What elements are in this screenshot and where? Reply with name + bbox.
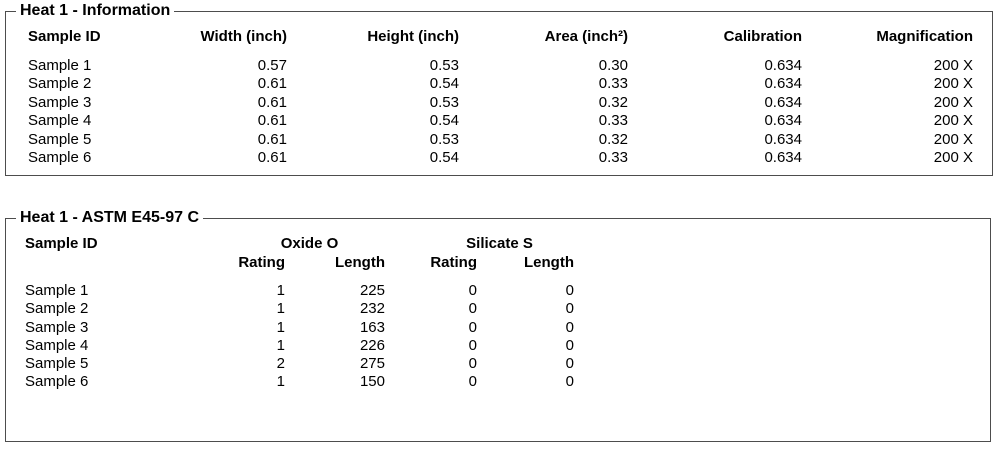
value-cell: 0.634 (764, 93, 802, 111)
value-cell: 200 X (933, 130, 973, 148)
group-header-silicate: Silicate S (466, 235, 533, 252)
filler-cell (973, 75, 992, 93)
sample-id-cell: Sample 4 (25, 336, 89, 354)
value-cell: 0 (468, 336, 477, 354)
value-cell: 0 (565, 336, 575, 354)
filler-cell (973, 28, 992, 57)
value-cell: 0 (468, 355, 477, 373)
col-header-silicate-length: Length (524, 253, 575, 271)
filler-cell (973, 94, 992, 112)
table-row (6, 112, 992, 130)
value-cell: 226 (359, 336, 385, 354)
value-cell: 1 (276, 300, 285, 318)
value-cell: 275 (359, 355, 385, 373)
value-cell: 2 (276, 355, 285, 373)
filler-cell (574, 282, 990, 300)
value-cell: 0 (565, 282, 575, 299)
value-cell: 0.634 (764, 75, 802, 93)
value-cell: 150 (359, 373, 385, 391)
sample-id-cell: Sample 4 (28, 112, 92, 130)
value-cell: 0.54 (429, 112, 459, 130)
spacer-row (6, 272, 990, 282)
table-row (6, 75, 992, 93)
value-cell: 0.32 (598, 93, 628, 111)
col-header-oxide-length: Length (335, 253, 385, 271)
sample-id-cell: Sample 2 (25, 300, 89, 318)
table-header-row (6, 28, 992, 57)
filler-cell (973, 131, 992, 149)
value-cell: 0.61 (257, 130, 287, 148)
col-header-height: Height (inch) (367, 28, 459, 45)
value-cell: 200 X (933, 93, 973, 111)
value-cell: 0.54 (429, 75, 459, 93)
value-cell: 0 (468, 300, 477, 318)
table-row (6, 300, 990, 318)
value-cell: 200 X (933, 75, 973, 93)
value-cell: 0.54 (429, 149, 459, 167)
value-cell: 0.33 (598, 75, 628, 93)
filler-cell (973, 112, 992, 130)
panel-title-astm: Heat 1 - ASTM E45-97 C (16, 208, 203, 228)
value-cell: 0 (565, 355, 575, 373)
value-cell: 163 (359, 318, 385, 336)
sample-id-cell: Sample 1 (25, 282, 89, 299)
value-cell: 0.53 (429, 57, 459, 74)
value-cell: 0.61 (257, 149, 287, 167)
value-cell: 200 X (933, 149, 973, 167)
table-row (6, 131, 992, 149)
value-cell: 200 X (933, 57, 973, 74)
table-row (6, 319, 990, 337)
table-group-header-row (6, 235, 990, 254)
col-header-silicate-rating: Rating (430, 253, 477, 271)
value-cell: 0 (565, 300, 575, 318)
astm-table (6, 235, 990, 392)
astm-panel (5, 209, 991, 442)
filler-cell (6, 254, 210, 273)
panel-title-information: Heat 1 - Information (16, 1, 174, 21)
sample-id-cell: Sample 3 (28, 93, 92, 111)
value-cell: 1 (276, 282, 285, 299)
value-cell: 0 (565, 373, 575, 391)
value-cell: 0 (468, 373, 477, 391)
col-header-sample-id: Sample ID (25, 235, 98, 252)
sample-id-cell: Sample 1 (28, 57, 92, 74)
value-cell: 1 (276, 336, 285, 354)
filler-cell (574, 337, 990, 355)
value-cell: 0 (468, 282, 477, 299)
table-row (6, 149, 992, 167)
value-cell: 0.61 (257, 75, 287, 93)
table-row (6, 373, 990, 391)
value-cell: 1 (276, 373, 285, 391)
col-header-calibration: Calibration (723, 28, 802, 45)
col-header-area: Area (inch²) (544, 28, 628, 45)
sample-id-cell: Sample 6 (28, 149, 92, 167)
sample-id-cell: Sample 3 (25, 318, 89, 336)
table-row (6, 337, 990, 355)
table-row (6, 94, 992, 112)
table-row (6, 282, 990, 300)
filler-cell (574, 355, 990, 373)
filler-cell (574, 300, 990, 318)
value-cell: 232 (359, 300, 385, 318)
value-cell: 200 X (933, 112, 973, 130)
value-cell: 1 (276, 318, 285, 336)
value-cell: 0.33 (598, 149, 628, 167)
value-cell: 0.634 (764, 130, 802, 148)
col-header-oxide-rating: Rating (238, 253, 285, 271)
value-cell: 0 (565, 318, 575, 336)
value-cell: 0.634 (764, 112, 802, 130)
value-cell: 0.53 (429, 93, 459, 111)
value-cell: 0.32 (598, 130, 628, 148)
sample-id-cell: Sample 5 (25, 355, 89, 373)
value-cell: 0.30 (598, 57, 628, 74)
value-cell: 0.634 (764, 149, 802, 167)
value-cell: 0.61 (257, 112, 287, 130)
col-header-width: Width (inch) (200, 28, 287, 45)
filler-cell (973, 149, 992, 167)
value-cell: 0.53 (429, 130, 459, 148)
sample-id-cell: Sample 5 (28, 130, 92, 148)
group-header-oxide: Oxide O (280, 235, 339, 252)
sample-id-cell: Sample 6 (25, 373, 89, 391)
value-cell: 0 (468, 318, 477, 336)
filler-cell (6, 272, 990, 282)
col-header-magnification: Magnification (876, 28, 973, 45)
table-row (6, 57, 992, 75)
value-cell: 0.61 (257, 93, 287, 111)
value-cell: 0.33 (598, 112, 628, 130)
filler-cell (574, 235, 990, 254)
filler-cell (574, 254, 990, 273)
sample-id-cell: Sample 2 (28, 75, 92, 93)
value-cell: 0.634 (764, 57, 802, 74)
information-table (6, 28, 992, 167)
table-subheader-row (6, 254, 990, 273)
filler-cell (574, 319, 990, 337)
filler-cell (574, 373, 990, 391)
table-row (6, 355, 990, 373)
value-cell: 0.57 (257, 57, 287, 74)
col-header-sample-id: Sample ID (28, 28, 101, 45)
information-panel (5, 2, 993, 176)
filler-cell (973, 57, 992, 75)
value-cell: 225 (359, 282, 385, 299)
